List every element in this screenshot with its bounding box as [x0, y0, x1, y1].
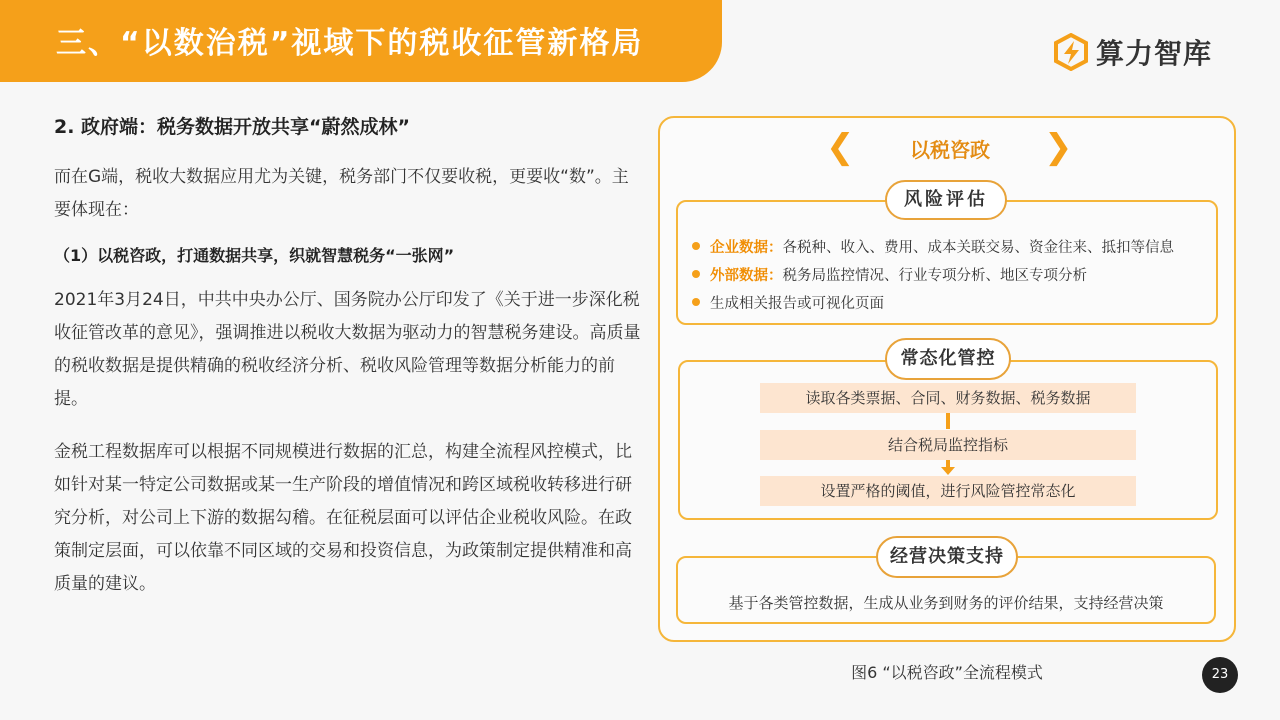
decision-label: 经营决策支持: [876, 536, 1018, 578]
subsection-title: （1）以税咨政，打通数据共享，织就智慧税务“一张网”: [54, 246, 455, 265]
brand-name: 算力智库: [1096, 37, 1213, 70]
chevron-right-icon: ❯: [1044, 127, 1073, 167]
brand-logo-icon: [1052, 33, 1090, 71]
control-step-3: 设置严格的阈值，进行风险管控常态化: [760, 476, 1136, 506]
body-paragraph-1: 2021年3月24日，中共中央办公厅、国务院办公厅印发了《关于进一步深化税收征管改革的意见》，强调推进以税收大数据为驱动力的智慧税务建设。高质量的税收数据是提供精确的税收经济分析、税收风险管理等数据分析能力的前提。: [54, 290, 641, 409]
bullet-text: 税务局监控情况、行业专项分析、地区专项分析: [782, 267, 1087, 284]
body-paragraph-2: 金税工程数据库可以根据不同规模进行数据的汇总，构建全流程风控模式，比如针对某一特定公司数据或某一生产阶段的增值情况和跨区域税收转移进行研究分析，对公司上下游的数据勾稽。在征税层面可以评估企业税收风险。在政策制定层面，可以依靠不同区域的交易和投资信息，为政策制定提供精准和高质量的建议。: [54, 442, 632, 594]
figure-caption: 图6 “以税咨政”全流程模式: [851, 663, 1043, 682]
arrow-down-icon: [946, 413, 950, 429]
arrow-down-icon: [941, 467, 955, 475]
decision-text: 基于各类管控数据，生成从业务到财务的评价结果，支持经营决策: [728, 594, 1164, 612]
risk-bullet-list: [692, 232, 1174, 316]
bullet-text: 各税种、收入、费用、成本关联交易、资金往来、抵扣等信息: [782, 239, 1174, 256]
bullet-text: 生成相关报告或可视化页面: [710, 295, 884, 312]
page-number: 23: [1202, 657, 1238, 693]
bullet-dot-icon: [692, 270, 700, 278]
bullet-dot-icon: [692, 298, 700, 306]
control-label: 常态化管控: [885, 338, 1011, 380]
chevron-left-icon: ❮: [826, 127, 855, 167]
text-column: [54, 112, 644, 601]
control-step-1: 读取各类票据、合同、财务数据、税务数据: [760, 383, 1136, 413]
diagram-title: 以税咨政: [910, 138, 990, 162]
bullet-key: 企业数据：: [710, 239, 783, 256]
list-item: [692, 232, 1174, 260]
risk-assessment-label: 风险评估: [885, 180, 1007, 220]
bullet-dot-icon: [692, 242, 700, 250]
control-step-2: 结合税局监控指标: [760, 430, 1136, 460]
section-title: 2. 政府端：税务数据开放共享“蔚然成林”: [54, 116, 411, 138]
intro-paragraph: 而在G端，税收大数据应用尤为关键，税务部门不仅要收税，更要收“数”。主要体现在：: [54, 167, 629, 220]
list-item: [692, 288, 1174, 316]
list-item: [692, 260, 1174, 288]
page-title: 三、“以数治税”视域下的税收征管新格局: [56, 26, 644, 61]
brand-logo: [1052, 32, 1212, 72]
bullet-key: 外部数据：: [710, 267, 783, 284]
